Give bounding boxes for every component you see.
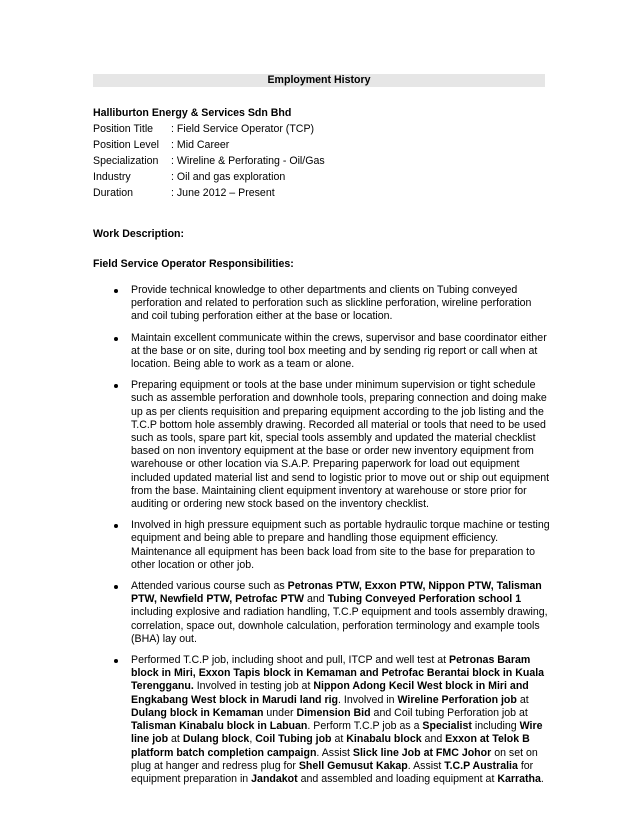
text-run: at [331, 733, 347, 746]
info-value: : June 2012 – Present [171, 187, 275, 199]
list-item-text [131, 654, 552, 786]
text-run: at [168, 733, 183, 746]
work-description-label: Work Description: [93, 228, 185, 240]
text-run: and [304, 593, 328, 606]
text-run: and assembled and loading equipment at [297, 772, 498, 785]
list-item-text [131, 284, 552, 324]
bold-text: Wire line job [131, 720, 543, 746]
text-run: under [263, 706, 297, 719]
bullet-icon [114, 659, 118, 663]
text-run: , [249, 733, 256, 746]
bold-text: Slick line Job at FMC Johor [352, 746, 492, 759]
responsibilities-title: Field Service Operator Responsibilities: [93, 258, 294, 270]
info-row [93, 187, 325, 203]
text-run: . Perform T.C.P job as a [307, 720, 423, 733]
list-item-text [131, 332, 552, 372]
bold-text: Karratha [497, 772, 541, 785]
bullet-icon [114, 337, 118, 341]
list-item [112, 654, 552, 786]
text-run: at [516, 693, 529, 706]
list-item [112, 379, 552, 511]
info-row [93, 155, 325, 171]
list-item [112, 332, 552, 372]
bullet-icon [114, 524, 118, 528]
list-item [112, 519, 552, 572]
bold-text: Petronas PTW, Exxon PTW, Nippon PTW, Talisman PTW, Newfield PTW, Petrofac PTW [131, 580, 542, 606]
text-run: . [540, 772, 544, 785]
info-value: : Wireline & Perforating - Oil/Gas [171, 155, 325, 167]
text-run: . Assist [316, 746, 353, 759]
text-run: for equipment preparation in [131, 759, 534, 785]
bold-text: Tubing Conveyed Perforation school 1 [327, 593, 522, 606]
job-info-table [93, 123, 325, 203]
text-run: Performed T.C.P job, including shoot and pull, ITCP and well test at [131, 654, 449, 667]
text-run: . Assist [407, 759, 445, 772]
info-value: : Oil and gas exploration [171, 171, 286, 183]
bold-text: Coil Tubing job [255, 733, 332, 746]
text-run: Attended various course such as [131, 580, 288, 593]
bold-text: Specialist [422, 720, 472, 733]
section-heading: Employment History [93, 74, 545, 87]
text-run: and Coil tubing Perforation job at [370, 706, 528, 719]
list-item [112, 284, 552, 324]
info-row [93, 139, 325, 155]
info-row [93, 171, 325, 187]
list-item [112, 580, 552, 646]
company-name: Halliburton Energy & Services Sdn Bhd [93, 107, 292, 119]
text-run: Involved in testing job at [193, 680, 314, 693]
text-run: on set on plug at hanger and redress plug for [131, 746, 538, 772]
bold-text: Dulang block in Kemaman [131, 706, 264, 719]
info-label: Duration [93, 187, 134, 199]
info-label: Position Title [93, 123, 154, 135]
bullet-icon [114, 289, 118, 293]
text-run: including explosive and radiation handling, T.C.P equipment and tools assembly drawing, correlation, space out, downhole calculation, perforation terminology and example tools (BHA) lay out. [131, 606, 548, 645]
bold-text: Shell Gemusut Kakap [298, 759, 408, 772]
bold-text: Jandakot [251, 772, 298, 785]
text-run: . Involved in [338, 693, 398, 706]
bold-text: Wireline Perforation job [397, 693, 517, 706]
bullet-icon [114, 585, 118, 589]
info-row [93, 123, 325, 139]
info-value: : Field Service Operator (TCP) [171, 123, 315, 135]
list-item-text [131, 519, 552, 572]
bold-text: Talisman Kinabalu block in Labuan [131, 720, 308, 733]
list-item-text [131, 580, 552, 646]
info-label: Specialization [93, 155, 159, 167]
bullet-icon [114, 384, 118, 388]
info-value: : Mid Career [171, 139, 230, 151]
text-run: Provide technical knowledge to other departments and clients on Tubing conveyed perforation and related to perforation such as slickline perforation, wireline perforation and coil tubing perforation either at the base or location. [131, 284, 532, 323]
bold-text: Nippon Adong Kecil West block in Miri and Engkabang West block in Marudi land rig [131, 680, 529, 706]
bold-text: Exxon at Telok B platform batch completion campaign [131, 733, 530, 759]
info-label: Position Level [93, 139, 159, 151]
bold-text: Kinabalu block [346, 733, 422, 746]
text-run: Maintain excellent communicate within the crews, supervisor and base coordinator either at the base or on site, during tool box meeting and by sending rig report or call when at location. Being able to work as a team or alone. [131, 331, 547, 371]
info-label: Industry [93, 171, 131, 183]
text-run: Involved in high pressure equipment such as portable hydraulic torque machine or testing equipment and being able to prepare and handling those equipment efficiency. Maintenance all equipment has been back load from site to the base for preparation to other location or other job. [131, 519, 550, 571]
bold-text: T.C.P Australia [444, 759, 518, 772]
bold-text: Dimension Bid [296, 706, 371, 719]
text-run: and [421, 733, 446, 746]
bold-text: Petronas Baram block in Miri, Exxon Tapis block in Kemaman and Petrofac Berantai block in Kuala Terengganu. [131, 654, 545, 693]
responsibilities-list [112, 284, 552, 794]
list-item-text [131, 379, 552, 511]
bold-text: Dulang block [182, 733, 250, 746]
text-run: including [471, 720, 520, 733]
text-run: Preparing equipment or tools at the base under minimum supervision or tight schedule such as assemble perforation and downhole tools, preparing connection and doing make up as per clients requisition and preparing equipment according to the job listing and the T.C.P bottom hole assembly drawing. Recorded all material or tools that need to be used such as tools, spare part kit, special tools assembly and updated the material checklist based on non inventory equipment at the base or order new inventory equipment from warehouse or other location via S.A.P. Preparing paperwork for load out equipment included updated material list and send to logistic prior to move out or ship out equipment from the base. Maintaining client equipment inventory at warehouse or store prior for auditing or ordering new stock based on the inventory checklist. [131, 379, 550, 511]
